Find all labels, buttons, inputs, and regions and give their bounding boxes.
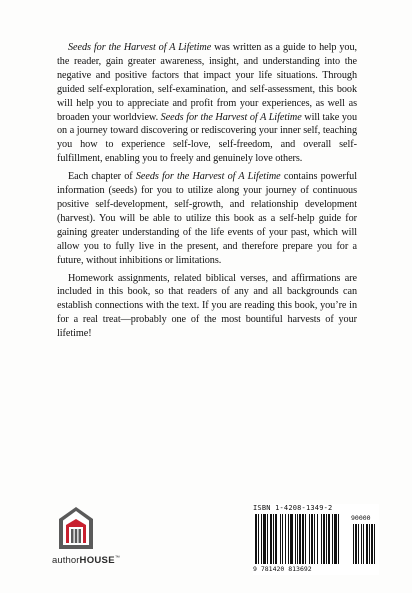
blurb-text: Each chapter of (68, 171, 136, 183)
barcode-bar (288, 514, 289, 564)
price-addon: 90000 (351, 514, 371, 522)
book-title-italic: Seeds for the Harvest of A Lifetime (135, 171, 281, 183)
blurb-paragraph (57, 272, 357, 342)
blurb-paragraph (57, 41, 357, 166)
isbn-label: ISBN 1-4208-1349-2 (253, 504, 333, 512)
barcode-bar (328, 514, 330, 564)
authorhouse-book-house-icon (56, 505, 96, 551)
barcode-bar (305, 514, 306, 564)
blurb-text: contains powerful information (seeds) for you to utilize along your journey of continuous positive self-development, self-growth, and relationship development (harvest). You will be able to utilize this book as a self-help guide for gaining greater understanding of the life events of your past, which will allow you to fully live in the present, and therefore prepare you for a future, without inhibitions or limitations. (57, 171, 358, 266)
barcode-addon-bar (358, 524, 359, 564)
barcode-bar (317, 514, 318, 564)
barcode-bar (282, 514, 283, 564)
barcode-bar (275, 514, 277, 564)
barcode-bar (295, 514, 296, 564)
barcode-addon-bar (374, 524, 375, 564)
barcode-bar (290, 514, 293, 564)
barcode-bar (326, 514, 327, 564)
barcode-bar (261, 514, 262, 564)
barcode-addon-bar (371, 524, 373, 564)
barcode-bar (332, 514, 333, 564)
blurb-text: will take you on a journey toward discovering or rediscovering your inner self, teaching you how to experience self-love, self-freedom, and overall self-fulfillment, enabling you to freely and genuinely love others. (57, 111, 357, 165)
barcode-addon-bar (366, 524, 368, 564)
barcode-bar (314, 514, 315, 564)
blurb-text: was written as a guide to help you, the reader, gain greater awareness, insight, and understanding into the negative and positive factors that impact your life situations. Through guided self-exploration, self-examination, and self-assessment, this book will help you to appreciate and profit from your experiences, as well as broaden your worldview. (57, 42, 357, 123)
barcode-addon-bar (361, 524, 362, 564)
barcode-bar (267, 514, 268, 564)
barcode-bar (270, 514, 272, 564)
barcode-bar (299, 514, 301, 564)
barcode-bar (334, 514, 337, 564)
barcode-bar (258, 514, 259, 564)
publisher-logo (52, 505, 142, 573)
back-cover-blurb (57, 41, 357, 345)
barcode-bar (273, 514, 274, 564)
barcode-bar (255, 514, 257, 564)
book-title-italic: Seeds for the Harvest of A Lifetime (68, 42, 212, 53)
barcode-bar (338, 514, 339, 564)
barcode-bar (323, 514, 325, 564)
barcode-bar (302, 514, 304, 564)
barcode-bar (297, 514, 298, 564)
book-title-italic: Seeds for the Harvest of A Lifetime (160, 111, 302, 123)
ean-digits: 9 781420 813692 (253, 565, 312, 573)
barcode-addon-bar (355, 524, 357, 564)
barcode-addon-bar (363, 524, 364, 564)
blurb-paragraph (57, 170, 357, 267)
barcode-addon-bar (353, 524, 354, 564)
barcode-bar (309, 514, 310, 564)
barcode-addon-bar (369, 524, 370, 564)
barcode-bar (280, 514, 281, 564)
barcode-bar (263, 514, 266, 564)
blurb-text: Homework assignments, related biblical verses, and affirmations are included in this book, so that readers of any and all backgrounds can establish connections with the text. If you are reading this book, you’re in for a real treat—probably one of the most bountiful harvests of your lifetime! (57, 272, 357, 340)
publisher-name: authorHOUSE™ (52, 555, 120, 567)
barcode-bar (285, 514, 286, 564)
isbn-barcode (253, 504, 379, 575)
barcode-bar (311, 514, 313, 564)
barcode-bar (321, 514, 322, 564)
